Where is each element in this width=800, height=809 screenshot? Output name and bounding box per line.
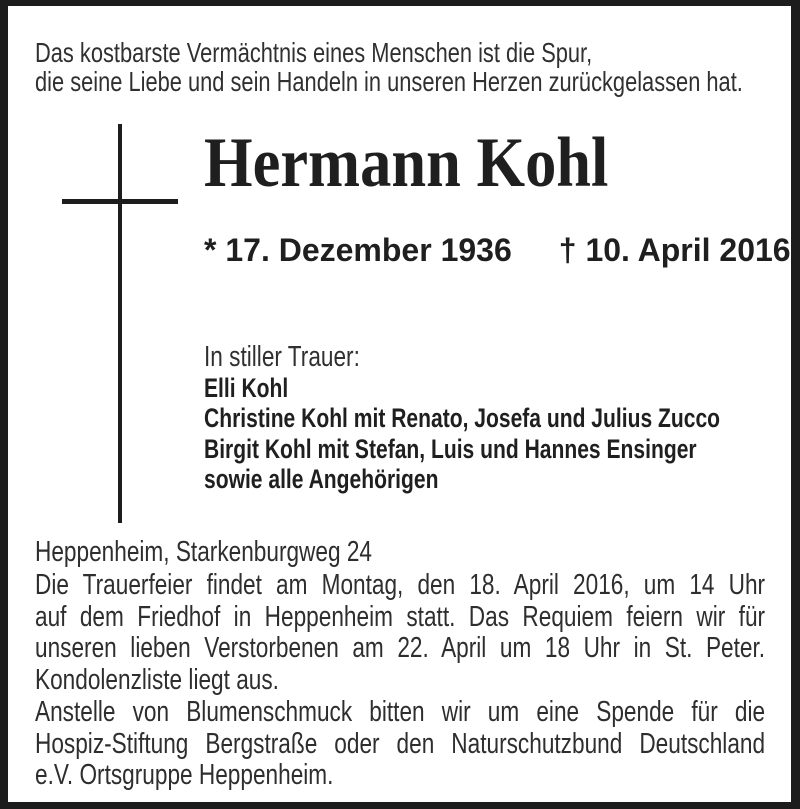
funeral-text-line: Die Trauerfeier findet am Montag, den 18. April 2016, um 14 Uhr — [35, 569, 766, 601]
mourner-line: Elli Kohl — [204, 372, 289, 403]
funeral-text-line: auf dem Friedhof in Heppenheim statt. Das Requiem feiern wir für — [35, 600, 766, 633]
mourner-line: Christine Kohl mit Renato, Josefa und Julius Zucco — [204, 403, 721, 433]
mourners-block — [204, 342, 720, 495]
funeral-text-line: Kondolenzliste liegt aus. — [35, 664, 279, 697]
epigraph-line: die seine Liebe und sein Handeln in unseren Herzen zurückgelassen hat. — [35, 66, 743, 97]
address-line: Heppenheim, Starkenburgweg 24 — [35, 536, 373, 568]
donation-text-line: Hospiz-Stiftung Bergstraße oder den Naturschutzbund Deutschland — [35, 727, 766, 760]
donation-text-line: Anstelle von Blumenschmuck bitten wir um eine Spende für die — [35, 695, 766, 728]
donation-text-line: e.V. Ortsgruppe Heppenheim. — [35, 759, 334, 792]
mourner-line: sowie alle Angehörigen — [204, 464, 439, 494]
mourners-intro: In stiller Trauer: — [204, 341, 360, 373]
memorial-cross-vertical-bar — [118, 124, 122, 523]
epigraph-line: Das kostbarste Vermächtnis eines Menschen ist die Spur, — [35, 37, 593, 68]
mourner-line: Birgit Kohl mit Stefan, Luis und Hannes Ensinger — [204, 433, 697, 464]
deceased-name: Hermann Kohl — [204, 124, 609, 202]
epigraph — [35, 38, 743, 96]
memorial-cross-horizontal-bar — [62, 199, 178, 204]
birth-date: * 17. Dezember 1936 — [204, 232, 512, 268]
life-dates — [204, 234, 791, 266]
death-date: † 10. April 2016 — [558, 232, 791, 268]
funeral-text-line: unseren lieben Verstorbenen am 22. April um 18 Uhr in St. Peter. — [35, 632, 766, 665]
announcement-text — [35, 570, 765, 792]
